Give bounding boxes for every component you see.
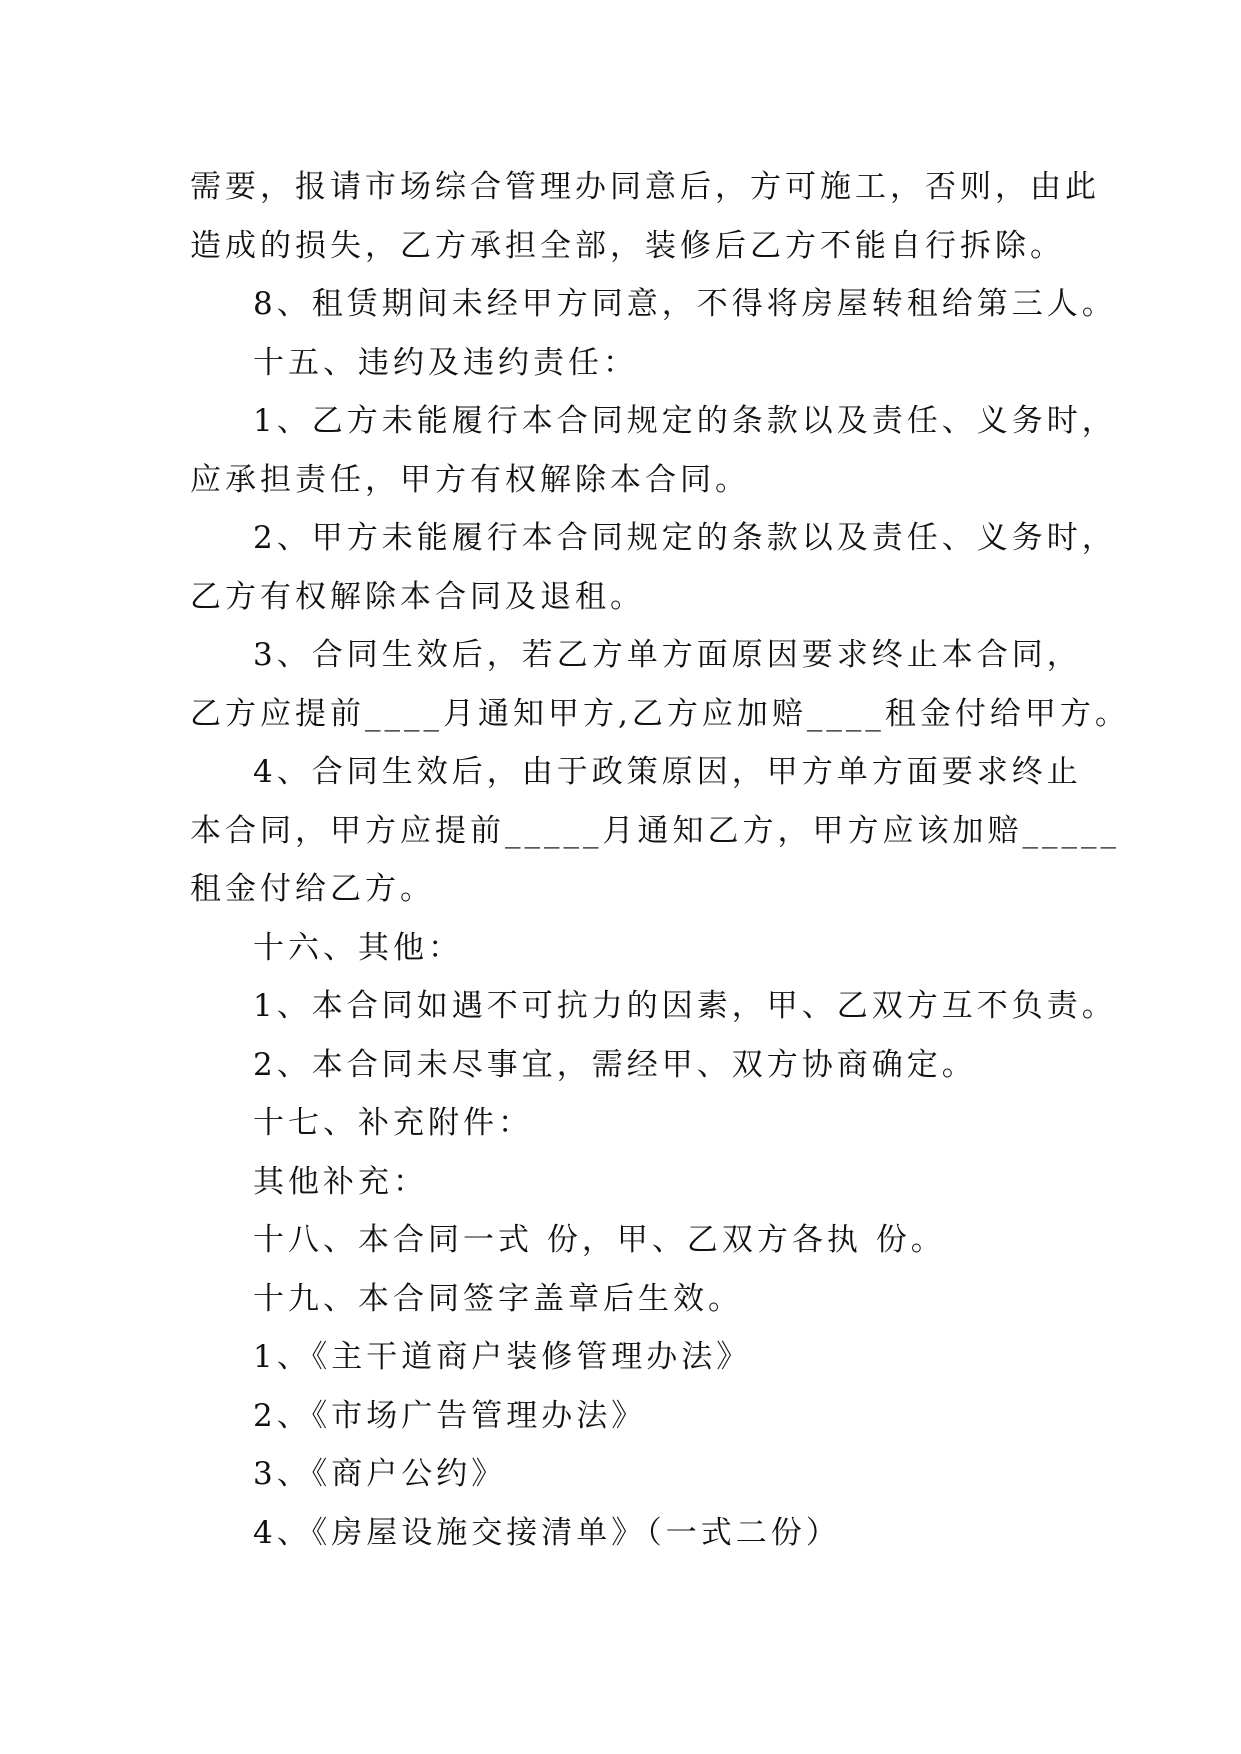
- attachment-item: 1、《主干道商户装修管理办法》: [253, 1339, 752, 1375]
- document-body: [190, 158, 1130, 1562]
- attachment-item: 3、《商户公约》: [253, 1456, 507, 1492]
- paragraph-line: 需要，报请市场综合管理办同意后，方可施工，否则，由此: [190, 169, 1100, 205]
- paragraph-line: 1、乙方未能履行本合同规定的条款以及责任、义务时，: [253, 403, 1117, 439]
- attachment-item: 2、《市场广告管理办法》: [253, 1397, 647, 1434]
- paragraph-line: 乙方应提前____月通知甲方,乙方应加赔____租金付给甲方。: [190, 695, 1130, 732]
- paragraph-line: 8、租赁期间未经甲方同意，不得将房屋转租给第三人。: [253, 286, 1117, 322]
- paragraph-line: 造成的损失，乙方承担全部，装修后乙方不能自行拆除。: [190, 227, 1065, 264]
- paragraph-line: 4、合同生效后，由于政策原因，甲方单方面要求终止: [253, 754, 1082, 790]
- paragraph-line: 2、甲方未能履行本合同规定的条款以及责任、义务时，: [253, 520, 1117, 556]
- paragraph-line: 2、本合同未尽事宜，需经甲、双方协商确定。: [253, 1046, 977, 1083]
- paragraph-line: 1、本合同如遇不可抗力的因素，甲、乙双方互不负责。: [253, 988, 1117, 1024]
- section-heading: 十六、其他：: [253, 929, 463, 966]
- paragraph-line: 本合同，甲方应提前_____月通知乙方，甲方应该加赔_____: [190, 812, 1120, 849]
- section-heading: 十五、违约及违约责任：: [253, 344, 638, 381]
- paragraph-line: 3、合同生效后，若乙方单方面原因要求终止本合同，: [253, 637, 1082, 673]
- paragraph-line: 应承担责任，甲方有权解除本合同。: [190, 461, 750, 498]
- section-heading: 十九、本合同签字盖章后生效。: [253, 1280, 743, 1317]
- paragraph-line: 其他补充：: [253, 1163, 428, 1200]
- section-heading: 十七、补充附件：: [253, 1105, 533, 1141]
- paragraph-line: 租金付给乙方。: [190, 871, 435, 907]
- section-heading: 十八、本合同一式 份，甲、乙双方各执 份。: [253, 1222, 946, 1258]
- paragraph-line: 乙方有权解除本合同及退租。: [190, 578, 645, 615]
- attachment-item: 4、《房屋设施交接清单》（一式二份）: [253, 1514, 841, 1551]
